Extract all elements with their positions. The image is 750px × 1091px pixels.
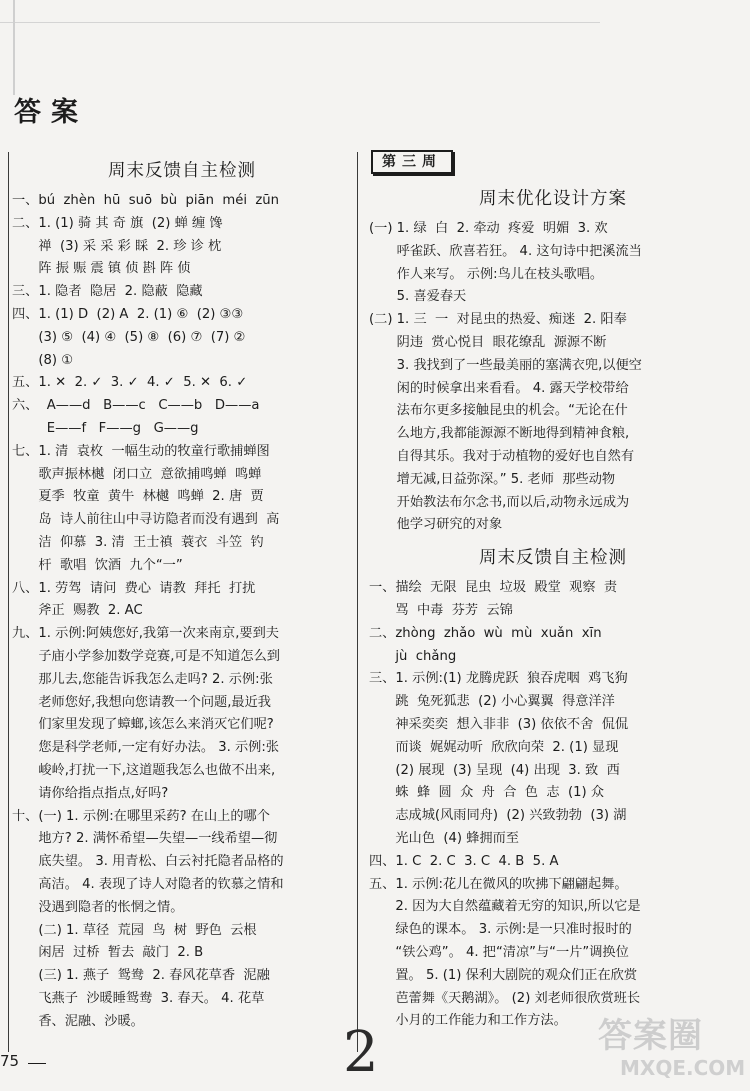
answer-line: 1. 示例:(1) 龙腾虎跃 狼吞虎咽 鸡飞狗 (395, 671, 628, 687)
answer-item-body (38, 623, 352, 805)
answer-line: 增无减,日益弥深。” 5. 老师 那些动物 (396, 471, 616, 487)
week-label-box: 第三周 (371, 150, 453, 174)
answer-item-body (395, 851, 737, 874)
answer-line: 飞燕子 沙暖睡鸳鸯 3. 春天。 4. 花草 (38, 990, 265, 1006)
answer-line: 1. (1) D (2) A 2. (1) ⑥ (2) ③③ (38, 306, 244, 322)
answer-item (369, 623, 737, 669)
watermark (598, 1008, 746, 1088)
answer-line: (三) 1. 燕子 鸳鸯 2. 春风花草香 泥融 (38, 968, 270, 984)
answer-item-body (38, 395, 352, 441)
left-column (12, 150, 352, 1033)
answer-line: jù chǎng (395, 648, 457, 664)
answer-item-body (395, 623, 737, 669)
answer-line: (一) 1. 示例:在哪里采药? 在山上的哪个 (38, 808, 270, 824)
answer-line: 闲的时候拿出来看看。 4. 露天学校带给 (396, 380, 629, 396)
answer-line: 1. C 2. C 3. C 4. B 5. A (395, 853, 559, 869)
answer-line: 香、泥融、沙暖。 (38, 1013, 144, 1029)
answer-line: 法布尔更多接触昆虫的机会。“无论在什 (396, 403, 628, 419)
answer-item-label: 一、 (369, 580, 396, 596)
answer-line: 您是科学老师,一定有好办法。 3. 示例:张 (38, 740, 279, 756)
answer-line: 他学习研究的对象 (396, 517, 503, 533)
answer-line: 1. 绿 白 2. 牵动 疼爱 明媚 3. 欢 (396, 221, 608, 236)
right-column (369, 150, 737, 1033)
answer-item (12, 281, 352, 304)
answer-line: 2. 因为大自然蕴藏着无穷的知识,所以它是 (395, 899, 641, 915)
answer-line: 洁 仰慕 3. 清 王士禛 蓑衣 斗笠 钓 (38, 534, 264, 550)
answer-item-label: 三、 (12, 284, 39, 300)
answer-line: 夏季 牧童 黄牛 林樾 鸣蝉 2. 唐 贾 (38, 489, 264, 505)
answer-line: 自得其乐。我对于动植物的爱好也自然有 (396, 448, 635, 464)
answer-line: 阵 振 赈 震 镇 侦 斟 阵 侦 (38, 261, 191, 277)
answer-line: 跳 兔死狐悲 (2) 小心翼翼 得意洋洋 (395, 694, 615, 710)
answer-item (12, 441, 352, 578)
answer-item-body (397, 218, 737, 309)
right-answer-list-1 (369, 218, 737, 537)
answer-line: 骂 中毒 芬芳 云锦 (395, 602, 513, 618)
answer-line: 开始教法布尔念书,而以后,动物永远成为 (396, 494, 630, 510)
answer-item (369, 577, 737, 623)
answer-line: 芭蕾舞《天鹅湖》。 (2) 刘老师很欣赏班长 (395, 990, 641, 1006)
answer-item (369, 668, 737, 850)
answer-line: (二) 1. 草径 荒园 鸟 树 野色 云根 (38, 922, 257, 938)
answer-line: 志成城(风雨同舟) (2) 兴致勃勃 (3) 湖 (395, 808, 627, 824)
answer-line: 1. 隐者 隐居 2. 隐蔽 隐藏 (38, 284, 203, 300)
watermark-url: MXQE.COM (620, 1056, 746, 1080)
answer-item-label: 六、 (12, 398, 39, 414)
answer-item (12, 578, 352, 624)
answer-line: 地方? 2. 满怀希望—失望—一线希望—彻 (38, 831, 278, 847)
answer-line: 杆 歌唱 饮酒 九个“一” (38, 557, 183, 573)
answer-line: A——d B——c C——b D——a (38, 398, 260, 414)
answer-item (369, 851, 737, 874)
right-answer-list-2 (369, 577, 737, 1033)
answer-line: 1. 清 袁枚 一幅生动的牧童行歌捕蝉图 (38, 443, 270, 459)
answer-line: bú zhèn hū suō bù piān méi zūn (38, 193, 280, 208)
answer-line: E——f F——g G——g (38, 420, 199, 436)
answer-item (12, 372, 352, 395)
answer-item-label: 十、 (12, 808, 39, 824)
answer-line: 置。 5. (1) 保利大剧院的观众们正在欣赏 (395, 967, 638, 983)
answer-item-label: 二、 (12, 215, 39, 231)
answer-item-body (38, 304, 352, 372)
answer-line: 峻岭,打扰一下,这道题我怎么也做不出来, (38, 762, 276, 778)
answer-line: 1. ✕ 2. ✓ 3. ✓ 4. ✓ 5. ✕ 6. ✓ (38, 375, 248, 391)
answer-line: 底失望。 3. 用青松、白云衬托隐者品格的 (38, 854, 284, 870)
answer-line: 阴违 赏心悦目 眼花缭乱 源源不断 (396, 334, 607, 350)
answer-line: 小月的工作能力和工作方法。 (395, 1013, 567, 1029)
answer-item-label: 七、 (12, 443, 39, 459)
answer-line: 描绘 无限 昆虫 垃圾 殿堂 观察 责 (395, 580, 618, 596)
answer-line: (2) 展现 (3) 呈现 (4) 出现 3. 致 西 (395, 762, 620, 778)
answer-item (12, 806, 352, 1034)
answer-item-body (38, 372, 352, 395)
answer-line: 请你给指点指点,好吗? (38, 785, 169, 801)
answer-line: 蛛 蜂 圆 众 舟 合 色 志 (1) 众 (395, 785, 605, 801)
answer-line: 3. 我找到了一些最美丽的塞满衣兜,以便空 (396, 357, 642, 373)
answer-item (12, 213, 352, 281)
answer-item-label: 二、 (369, 625, 396, 641)
answer-line: 们家里发现了蟑螂,该怎么来消灭它们呢? (38, 717, 274, 733)
watermark-badge: 答案圈 (598, 1016, 703, 1056)
answer-item-label: 八、 (12, 580, 39, 596)
page-number: 75 (0, 1052, 20, 1070)
answer-item-label: (一) (369, 221, 397, 236)
answer-line: 神采奕奕 想入非非 (3) 依依不舍 侃侃 (395, 716, 629, 732)
top-rule (0, 22, 600, 23)
answer-line: (3) ⑤ (4) ④ (5) ⑧ (6) ⑦ (7) ② (38, 329, 246, 345)
handwritten-mark: 2 (343, 1020, 379, 1085)
answer-line: 5. 喜爱春天 (396, 289, 467, 305)
answer-line: 1. 示例:花儿在微风的吹拂下翩翩起舞。 (395, 876, 628, 892)
answer-item (369, 309, 737, 537)
answer-item-label: 五、 (12, 375, 39, 391)
answer-line: “铁公鸡”。 4. 把“清凉”与“一片”调换位 (395, 944, 629, 960)
left-column-rule (8, 152, 9, 1052)
answer-line: 而谈 娓娓动听 欣欣向荣 2. (1) 显现 (395, 739, 619, 755)
answer-line: 斧正 赐教 2. AC (38, 603, 143, 619)
answer-item-body (397, 309, 737, 537)
answer-item (369, 218, 737, 309)
answer-line: 么地方,我都能源源不断地得到精神食粮, (396, 426, 630, 442)
answer-item-body (38, 213, 352, 281)
answer-line: 岛 诗人前往山中寻访隐者而没有遇到 高 (38, 512, 280, 528)
answer-line: 闲居 过桥 暂去 敲门 2. B (38, 945, 204, 961)
answer-line: 1. 劳驾 请问 费心 请教 拜托 打扰 (38, 580, 256, 596)
answer-line: 1. 示例:阿姨您好,我第一次来南京,要到夫 (38, 626, 279, 642)
answer-item-label: 四、 (369, 853, 396, 869)
answer-item-label: 四、 (12, 306, 39, 322)
answer-line: 那儿去,您能告诉我怎么走吗? 2. 示例:张 (38, 671, 273, 687)
answer-item-body (38, 441, 352, 578)
answer-line: 1. 三 一 对昆虫的热爱、痴迷 2. 阳奉 (396, 312, 627, 328)
answer-item-label: 一、 (12, 193, 39, 208)
answer-item-body (38, 806, 352, 1034)
answer-line: 1. (1) 骑 其 奇 旗 (2) 蝉 缠 馋 (38, 215, 223, 231)
answer-item-body (38, 190, 352, 213)
left-section-title: 周末反馈自主检测 (108, 161, 256, 181)
answer-line: 光山色 (4) 蜂拥而至 (395, 830, 519, 846)
answer-line: 歌声振林樾 闭口立 意欲捕鸣蝉 鸣蝉 (38, 466, 262, 482)
margin-bar (13, 0, 15, 95)
left-answer-list (12, 190, 352, 1033)
answer-item-label: 三、 (369, 671, 396, 687)
answer-line: 作人来写。 示例:鸟儿在枝头歌唱。 (396, 266, 604, 282)
answer-item-label: (二) (369, 312, 397, 328)
page-number-dash (28, 1063, 46, 1064)
answer-item-body (395, 668, 737, 850)
answer-item-label: 五、 (369, 876, 396, 892)
answer-line: (8) ① (38, 352, 74, 368)
page-title: 答案 (14, 97, 88, 128)
right-section-title-1: 周末优化设计方案 (479, 189, 627, 209)
right-section-title-2: 周末反馈自主检测 (479, 548, 627, 569)
answer-line: 高洁。 4. 表现了诗人对隐者的钦慕之情和 (38, 876, 284, 892)
answer-item-body (38, 578, 352, 624)
answer-line: 老师您好,我想向您请教一个问题,最近我 (38, 694, 271, 710)
answer-line: 子庙小学参加数学竞赛,可是不知道怎么到 (38, 648, 280, 664)
answer-line: 禅 (3) 采 采 彩 睬 2. 珍 诊 枕 (38, 238, 222, 254)
answer-item-body (38, 281, 352, 304)
answer-item (12, 190, 352, 213)
answer-line: zhòng zhǎo wù mù xuǎn xīn (395, 625, 602, 641)
answer-item (12, 395, 352, 441)
answer-line: 没遇到隐者的怅惘之情。 (38, 899, 184, 915)
answer-item (12, 304, 352, 372)
answer-item (12, 623, 352, 805)
answer-line: 绿色的课本。 3. 示例:是一只准时报时的 (395, 922, 632, 938)
column-divider (357, 152, 358, 1052)
answer-line: 呼雀跃、欣喜若狂。 4. 这句诗中把溪流当 (396, 243, 642, 259)
answer-item-body (395, 577, 737, 623)
answer-item-label: 九、 (12, 626, 39, 642)
